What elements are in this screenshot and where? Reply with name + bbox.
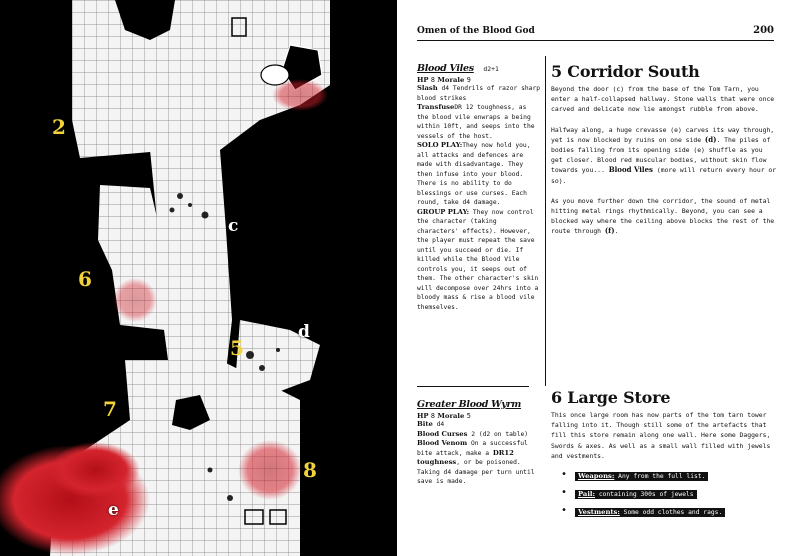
monster-stats: HP 8 Morale 9: [417, 76, 471, 84]
monster-stats: HP 8 Morale 5: [417, 412, 471, 420]
block-divider: [417, 386, 529, 387]
room-label-6: 6: [78, 267, 92, 291]
area-label-d: d: [298, 322, 310, 342]
store-item-list: [561, 471, 777, 518]
room-label-2: 2: [52, 115, 66, 139]
monster-entry-group-play: GROUP PLAY: They now control the character (taking characters' effects). However, the player must repeat the save until you succeed or die. If killed while the Blood Vile controls you, it seeps out of them. The other character's skin will decompose over 24hrs into a bloody mass & rise a blood vile themselves.: [417, 207, 539, 311]
section-paragraph: As you move further down the corridor, the sound of metal hitting metal rings rhythmically. Beyond, you can see a blocked way where the ceiling above blocks the rest of the route through (f).: [551, 196, 775, 236]
monster-entry-transfuse: TransfuseDR 12 toughness, as the blood vile enwraps a being within 10ft, and seeps into the vessels of the host.: [417, 103, 535, 140]
monster-name: Blood Viles: [417, 63, 474, 74]
area-label-e: e: [108, 500, 119, 520]
monster-block-blood-viles: [417, 56, 541, 312]
room-label-7: 7: [103, 397, 117, 421]
monster-entry-slash: Slash d4 Tendrils of razor sharp blood strikes: [417, 84, 541, 102]
page-number: 200: [753, 25, 774, 36]
room-label-5: 5: [230, 336, 244, 360]
monster-block-greater-blood-wyrm: [417, 392, 541, 487]
monster-name: Greater Blood Wyrm: [417, 399, 521, 410]
running-head: [417, 26, 774, 41]
area-label-c: c: [228, 216, 239, 236]
section-title: 6 Large Store: [551, 388, 671, 407]
section-corridor-south: [551, 62, 777, 247]
section-paragraph: Beyond the door (c) from the base of the Tom Tarn, you enter a half-collapsed hallway. Stone walls that were once carved and delicate now lie amongst rubble from above.: [551, 85, 775, 114]
section-large-store: [551, 388, 777, 525]
monster-entry-blood-venom: Blood Venom On a successful bite attack, make a DR12 toughness, or be poisoned. Taking d4 damage per turn until save is made.: [417, 439, 535, 485]
book-title: Omen of the Blood God: [417, 26, 535, 36]
text-page: [397, 0, 794, 556]
list-item: • Pail: containing 300s of jewels: [561, 489, 777, 500]
section-paragraph: This once large room has now parts of the tom tarn tower falling into it. Though still some of the artefacts that fill this store remain along one wall. Here some Daggers, Swords & axes. As well as a small wall filled with jewels and vestments.: [551, 411, 771, 460]
list-item: • Vestments: Some odd clothes and rags.: [561, 507, 777, 518]
section-title: 5 Corridor South: [551, 62, 700, 81]
section-paragraph: Halfway along, a huge crevasse (e) carves its way through, yet is now blocked by ruins on one side (d). The piles of bodies falling from its opening side (e) shuffle as you get closer. Blood red muscular bodies, without skin flow towards you... Blood Viles (more will return every hour or so).: [551, 125, 777, 185]
monster-entry-blood-curses: Blood Curses 2 (d2 on table): [417, 429, 529, 438]
monster-entry-solo-play: SOLO PLAY:They now hold you, all attacks and defences are made with disadvantage. They then infuse into your blood. There is no ability to do blessings or use curses. Each round, take d4 damage.: [417, 141, 531, 206]
column-divider: [545, 56, 546, 386]
list-item: • Weapons: Any from the full list.: [561, 471, 777, 482]
room-label-8: 8: [303, 458, 317, 482]
monster-dice: d2+1: [483, 65, 499, 73]
monster-entry-bite: Bite d4: [417, 420, 445, 428]
